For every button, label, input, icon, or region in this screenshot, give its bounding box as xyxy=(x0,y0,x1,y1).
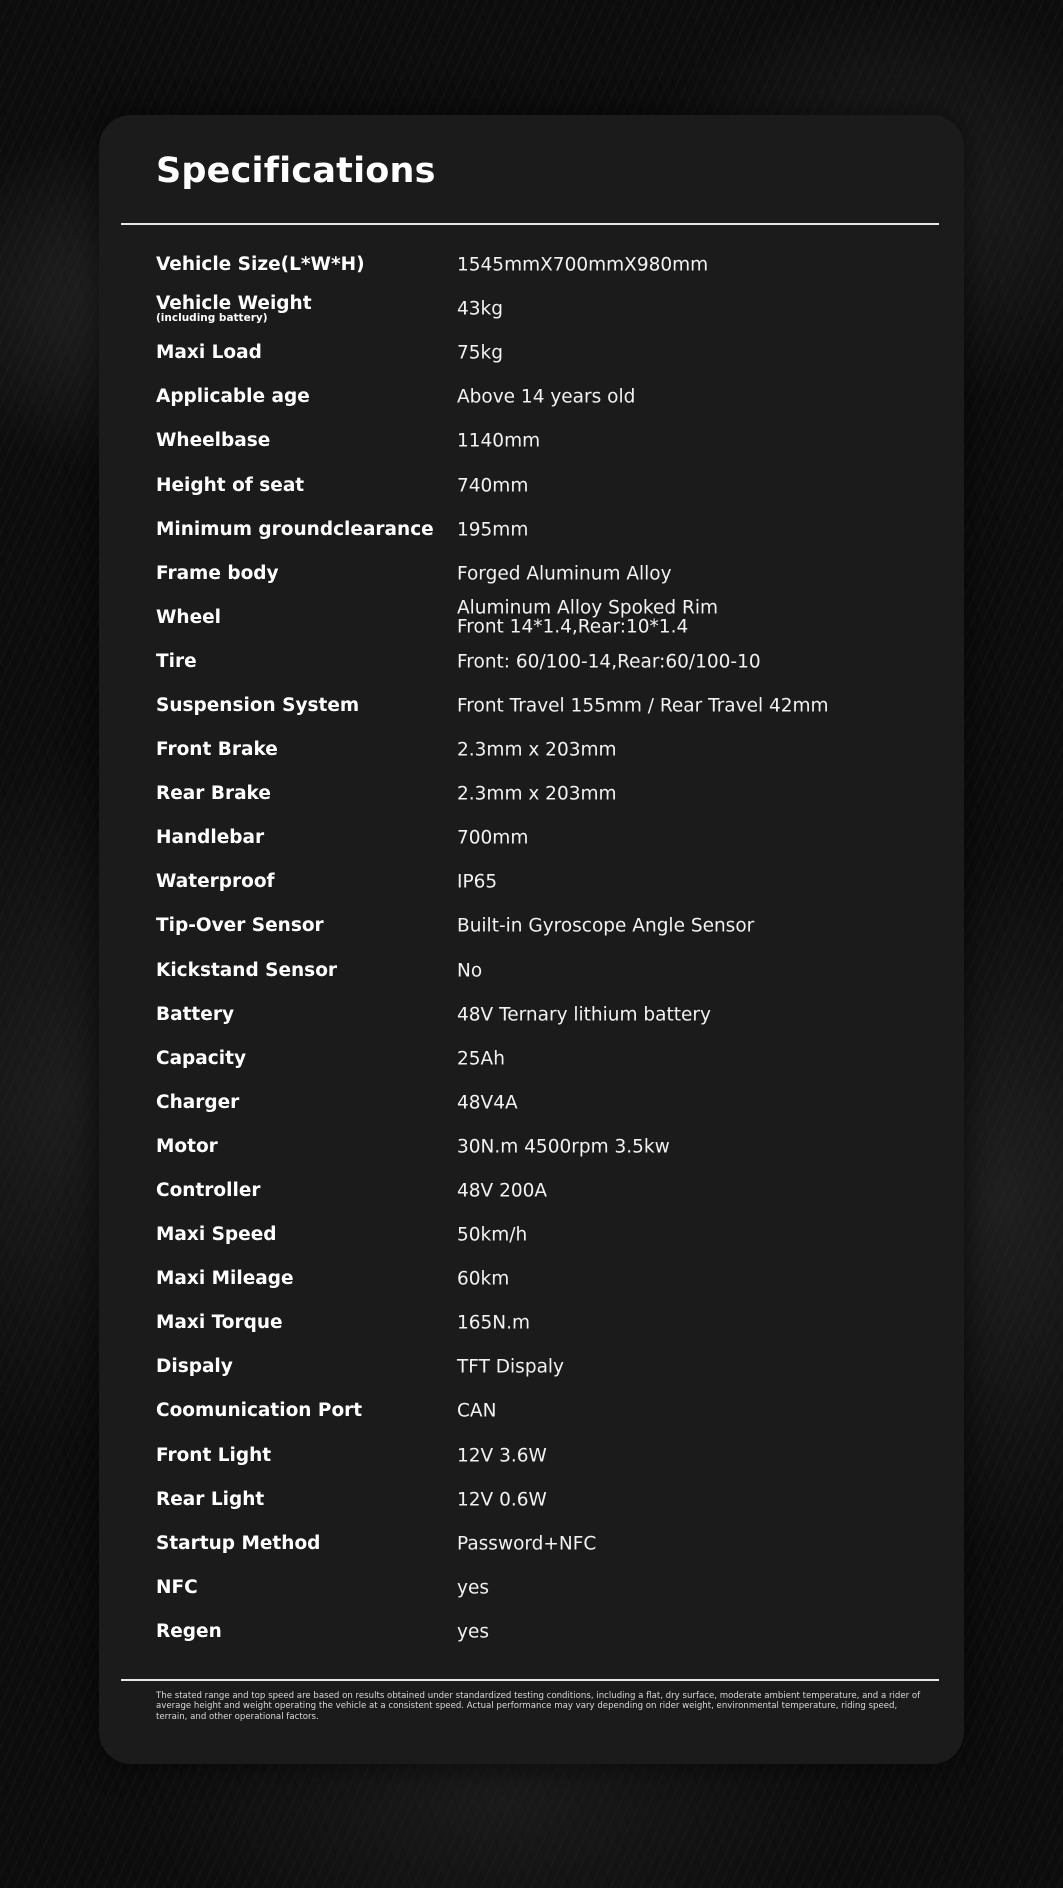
spec-value-text: 1140mm xyxy=(457,430,541,452)
spec-label-text: Rear Brake xyxy=(156,783,271,804)
spec-label xyxy=(156,872,275,892)
spec-value-text: 43kg xyxy=(457,298,503,320)
spec-value xyxy=(457,873,497,892)
spec-value xyxy=(457,696,829,715)
spec-value-text: 50km/h xyxy=(457,1224,528,1246)
spec-value-text: Built-in Gyroscope Angle Sensor xyxy=(457,915,755,937)
spec-value xyxy=(457,917,754,936)
spec-value xyxy=(457,344,503,363)
spec-label xyxy=(156,696,359,716)
spec-value xyxy=(457,740,617,759)
spec-value-text: 48V 200A xyxy=(457,1180,548,1202)
spec-row xyxy=(99,596,964,640)
spec-label xyxy=(156,740,278,760)
spec-label xyxy=(156,475,304,495)
spec-value xyxy=(457,1490,547,1509)
spec-label xyxy=(156,387,310,407)
spec-value xyxy=(457,1622,489,1641)
spec-value-text: 48V4A xyxy=(457,1092,518,1114)
spec-value xyxy=(457,1137,670,1156)
spec-label-text: Motor xyxy=(156,1135,218,1157)
spec-label-text: Dispaly xyxy=(156,1356,233,1378)
spec-label xyxy=(156,1004,234,1024)
spec-label xyxy=(156,1225,277,1245)
spec-label-text: Waterproof xyxy=(156,871,275,893)
spec-label xyxy=(156,431,270,451)
spec-value-text: 165N.m xyxy=(457,1312,531,1334)
spec-label-text: Tire xyxy=(156,650,197,672)
spec-row xyxy=(99,993,964,1037)
spec-label xyxy=(156,294,312,324)
spec-value xyxy=(457,1446,547,1465)
disclaimer-text: The stated range and top speed are based on results obtained under standardized testing conditions, including a flat, dry surface, moderate ambient temperature, and a rider of average height and weight operating the vehicle at a consistent speed. Actual performance may vary depending on rider weight, environmental temperature, riding speed, terrain, and other operational factors. xyxy=(156,1691,921,1722)
spec-label xyxy=(156,960,337,980)
spec-label xyxy=(156,1534,320,1554)
spec-label xyxy=(156,652,197,672)
spec-value xyxy=(457,1534,596,1553)
spec-list xyxy=(99,243,964,1654)
spec-label xyxy=(156,343,262,363)
spec-label xyxy=(156,1622,222,1642)
bottom-divider xyxy=(121,1679,939,1681)
spec-row xyxy=(99,1037,964,1081)
spec-row xyxy=(99,860,964,904)
spec-label-text: Regen xyxy=(156,1620,222,1642)
spec-value-text: TFT Dispaly xyxy=(457,1356,564,1378)
spec-value xyxy=(457,1005,711,1024)
spec-label xyxy=(156,1049,246,1069)
spec-value xyxy=(457,255,708,274)
spec-row xyxy=(99,287,964,331)
spec-label-text: Maxi Load xyxy=(156,342,262,364)
spec-value-text: Front: 60/100-14,Rear:60/100-10 xyxy=(457,651,761,673)
spec-value-second-line: Front 14*1.4,Rear:10*1.4 xyxy=(457,616,689,638)
spec-value-text: 700mm xyxy=(457,827,529,849)
spec-row xyxy=(99,1301,964,1345)
spec-row xyxy=(99,1610,964,1654)
spec-label xyxy=(156,1357,233,1377)
spec-value xyxy=(457,432,540,451)
spec-label-text: Startup Method xyxy=(156,1532,321,1554)
spec-value xyxy=(457,1269,509,1288)
spec-value xyxy=(457,1358,564,1377)
spec-value xyxy=(457,1314,530,1333)
spec-value-text: Aluminum Alloy Spoked Rim xyxy=(457,597,718,619)
spec-value-text: 12V 3.6W xyxy=(457,1444,547,1466)
spec-label xyxy=(156,1445,271,1465)
spec-label-text: Handlebar xyxy=(156,827,265,849)
spec-value-text: 12V 0.6W xyxy=(457,1488,547,1510)
spec-value xyxy=(457,1578,489,1597)
spec-label-text: Maxi Mileage xyxy=(156,1268,294,1290)
spec-row xyxy=(99,1169,964,1213)
spec-label-text: Height of seat xyxy=(156,474,305,496)
spec-label-text: Rear Light xyxy=(156,1488,265,1510)
spec-row xyxy=(99,1213,964,1257)
spec-label xyxy=(156,1490,264,1510)
spec-value-text: 30N.m 4500rpm 3.5kw xyxy=(457,1136,670,1158)
spec-label xyxy=(156,564,279,584)
spec-label-text: Maxi Speed xyxy=(156,1223,277,1245)
spec-row xyxy=(99,419,964,463)
spec-row xyxy=(99,1522,964,1566)
spec-row xyxy=(99,1257,964,1301)
spec-row xyxy=(99,1566,964,1610)
spec-label-text: Front Brake xyxy=(156,738,278,760)
spec-label-text: Applicable age xyxy=(156,386,310,408)
spec-row xyxy=(99,1434,964,1478)
spec-label-text: Wheelbase xyxy=(156,430,271,452)
spec-value xyxy=(457,784,617,803)
spec-value-text: 60km xyxy=(457,1268,510,1290)
spec-row xyxy=(99,243,964,287)
spec-value-text: IP65 xyxy=(457,871,498,893)
spec-value-text: 2.3mm x 203mm xyxy=(457,739,617,761)
spec-value-text: 2.3mm x 203mm xyxy=(457,783,617,805)
spec-value-text: CAN xyxy=(457,1400,497,1422)
page-title: Specifications xyxy=(156,151,436,191)
spec-label xyxy=(156,828,264,848)
spec-label-text: Capacity xyxy=(156,1047,246,1069)
spec-label-text: Coomunication Port xyxy=(156,1400,363,1422)
spec-label xyxy=(156,1093,239,1113)
spec-row xyxy=(99,1389,964,1433)
spec-value-text: yes xyxy=(457,1621,489,1643)
spec-label xyxy=(156,784,271,804)
spec-value-text: 195mm xyxy=(457,518,529,540)
spec-value-text: 740mm xyxy=(457,474,529,496)
spec-row xyxy=(99,1125,964,1169)
spec-value-text: 48V Ternary lithium battery xyxy=(457,1003,711,1025)
spec-label xyxy=(156,916,324,936)
spec-label xyxy=(156,1269,294,1289)
spec-label xyxy=(156,1313,283,1333)
spec-value-text: Password+NFC xyxy=(457,1533,597,1555)
spec-value xyxy=(457,520,528,539)
spec-value xyxy=(457,961,482,980)
spec-label-text: NFC xyxy=(156,1576,198,1598)
spec-label-text: Vehicle Size(L*W*H) xyxy=(156,253,365,275)
spec-label-text: Front Light xyxy=(156,1444,272,1466)
spec-value xyxy=(457,564,672,583)
spec-value xyxy=(457,299,503,318)
spec-row xyxy=(99,772,964,816)
spec-label-text: Suspension System xyxy=(156,694,360,716)
spec-label xyxy=(156,255,365,275)
spec-label-text: Battery xyxy=(156,1003,235,1025)
spec-row xyxy=(99,1478,964,1522)
spec-label-text: Minimum groundclearance xyxy=(156,518,434,540)
specifications-card xyxy=(99,115,964,1764)
spec-value-text: Front Travel 155mm / Rear Travel 42mm xyxy=(457,695,829,717)
spec-value xyxy=(457,388,635,407)
spec-value xyxy=(457,829,528,848)
spec-label xyxy=(156,608,221,628)
spec-row xyxy=(99,1081,964,1125)
spec-row xyxy=(99,508,964,552)
spec-value xyxy=(457,1402,496,1421)
spec-label xyxy=(156,1401,362,1421)
spec-row xyxy=(99,375,964,419)
spec-value xyxy=(457,1225,527,1244)
spec-label-text: Tip-Over Sensor xyxy=(156,915,324,937)
spec-label-text: Charger xyxy=(156,1091,240,1113)
spec-value-text: 25Ah xyxy=(457,1048,505,1070)
spec-value-text: 1545mmX700mmX980mm xyxy=(457,254,709,276)
spec-value xyxy=(457,1049,505,1068)
spec-value xyxy=(457,652,761,671)
spec-label-text: Vehicle Weight xyxy=(156,293,312,315)
spec-label-text: Controller xyxy=(156,1179,261,1201)
spec-row xyxy=(99,1345,964,1389)
spec-label xyxy=(156,519,434,539)
spec-value xyxy=(457,476,528,495)
spec-row xyxy=(99,816,964,860)
spec-value-text: 75kg xyxy=(457,342,503,364)
spec-label-text: Kickstand Sensor xyxy=(156,959,338,981)
spec-row xyxy=(99,331,964,375)
spec-value-text: Forged Aluminum Alloy xyxy=(457,562,672,584)
spec-value xyxy=(457,1181,547,1200)
spec-row xyxy=(99,552,964,596)
spec-value xyxy=(457,1093,518,1112)
spec-row xyxy=(99,684,964,728)
spec-value xyxy=(457,598,718,637)
spec-value-text: Above 14 years old xyxy=(457,386,636,408)
spec-sublabel: (including battery) xyxy=(156,312,268,325)
spec-label xyxy=(156,1137,218,1157)
top-divider xyxy=(121,223,939,225)
spec-label-text: Wheel xyxy=(156,606,222,628)
spec-row xyxy=(99,904,964,948)
spec-row xyxy=(99,640,964,684)
spec-value-text: No xyxy=(457,959,483,981)
spec-row xyxy=(99,728,964,772)
spec-row xyxy=(99,463,964,507)
spec-label-text: Frame body xyxy=(156,562,279,584)
spec-value-text: yes xyxy=(457,1577,489,1599)
spec-label xyxy=(156,1181,261,1201)
spec-row xyxy=(99,949,964,993)
spec-label-text: Maxi Torque xyxy=(156,1312,283,1334)
spec-label xyxy=(156,1578,198,1598)
